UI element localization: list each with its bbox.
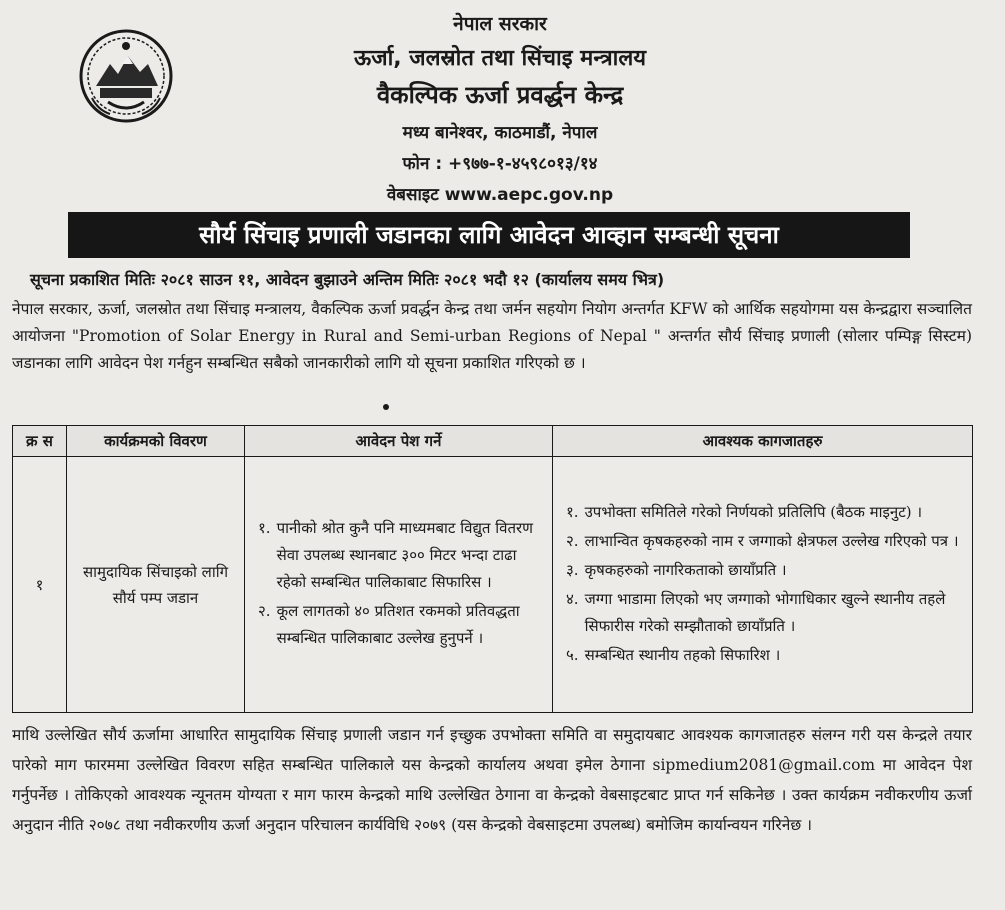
office-website: वेबसाइट www.aepc.gov.np xyxy=(386,185,614,205)
list-item xyxy=(566,586,959,640)
header-sn: क्र स xyxy=(13,426,67,457)
header-program: कार्यक्रमको विवरण xyxy=(67,426,245,457)
list-item xyxy=(258,515,539,596)
list-item-text: सम्बन्धित स्थानीय तहको सिफारिश । xyxy=(584,645,781,664)
list-item-text: उपभोक्ता समितिले गरेको निर्णयको प्रतिलिपि (बैठक माइनुट) । xyxy=(584,502,923,521)
list-item-number: १. xyxy=(566,502,579,521)
list-item xyxy=(566,499,959,526)
row-submit-cell xyxy=(245,457,553,713)
notice-title-banner: सौर्य सिंचाइ प्रणाली जडानका लागि आवेदन आव्हान सम्बन्धी सूचना xyxy=(68,212,910,258)
submit-list xyxy=(246,515,551,652)
header-submit: आवेदन पेश गर्ने xyxy=(245,426,553,457)
office-address: मध्य बानेश्वर, काठमाडौं, नेपाल xyxy=(402,123,598,143)
nepal-government-emblem-icon xyxy=(78,28,174,124)
list-item-number: १. xyxy=(258,519,271,537)
list-item xyxy=(258,598,539,652)
list-item-text: कृषकहरुको नागरिकताको छायाँप्रति । xyxy=(584,560,787,579)
list-item-text: लाभान्वित कृषकहरुको नाम र जग्गाको क्षेत्रफल उल्लेख गरिएको पत्र । xyxy=(584,531,959,550)
list-item xyxy=(566,528,959,555)
requirements-table xyxy=(12,425,973,713)
ministry-name: ऊर्जा, जलस्रोत तथा सिंचाइ मन्त्रालय xyxy=(353,46,647,71)
list-item-text: कूल लागतको ४० प्रतिशत रकमको प्रतिवद्धता सम्बन्धित पालिकाबाट उल्लेख हुनुपर्ने । xyxy=(276,602,520,647)
list-item-text: जग्गा भाडामा लिएको भए जग्गाको भोगाधिकार खुल्ने स्थानीय तहले सिफारीस गरेको सम्झौताको छायाँप्रति । xyxy=(584,589,946,635)
table-header-row xyxy=(13,426,973,457)
documents-list xyxy=(554,499,971,669)
row-sn: १ xyxy=(13,457,67,713)
footer-paragraph: माथि उल्लेखित सौर्य ऊर्जामा आधारित सामुदायिक सिंचाइ प्रणाली जडान गर्न इच्छुक उपभोक्ता समिति वा समुदायबाट आवश्यक कागजातहरु संलग्न गरी यस केन्द्रले तयार पारेको माग फारममा उल्लेखित विवरण सहित सम्बन्धित पालिकाले यस केन्द्रको कार्यालय अथवा इमेल ठेगाना sipmedium2081@gmail.com मा आवेदन पेश गर्नुपर्नेछ । तोकिएको आवश्यक न्यूनतम योग्यता र माग फारम केन्द्रको माथि उल्लेखित ठेगाना वा केन्द्रको वेबसाइटबाट प्राप्त गर्न सकिनेछ । उक्त कार्यक्रम नवीकरणीय ऊर्जा अनुदान नीति २०७८ तथा नवीकरणीय ऊर्जा अनुदान परिचालन कार्यविधि २०७९ (यस केन्द्रको वेबसाइटमा उपलब्ध) बमोजिम कार्यान्वयन गरिनेछ । xyxy=(12,726,972,834)
notice-header xyxy=(220,8,780,205)
row-documents-cell xyxy=(553,457,973,713)
list-item-number: ३. xyxy=(566,560,579,579)
list-item xyxy=(566,557,959,584)
list-item xyxy=(566,642,959,669)
print-speck xyxy=(383,404,389,410)
office-phone: फोन : +९७७-१-४५९८०१३/१४ xyxy=(402,154,598,174)
list-item-number: ४. xyxy=(566,589,579,608)
header-documents: आवश्यक कागजातहरु xyxy=(553,426,973,457)
row-program: सामुदायिक सिंचाइको लागि सौर्य पम्प जडान xyxy=(67,457,245,713)
table-row xyxy=(13,457,973,713)
list-item-number: २. xyxy=(566,531,579,550)
list-item-text: पानीको श्रोत कुनै पनि माध्यमबाट विद्युत वितरण सेवा उपलब्ध स्थानबाट ३०० मिटर भन्दा टाढा रहेको सम्बन्धित पालिकाबाट सिफारिस । xyxy=(276,519,533,591)
notice-dates: सूचना प्रकाशित मितिः २०८१ साउन ११, आवेदन बुझाउने अन्तिम मितिः २०८१ भदौ १२ (कार्यालय समय भित्र) xyxy=(30,270,665,289)
list-item-number: ५. xyxy=(566,645,579,664)
list-item-number: २. xyxy=(258,602,271,620)
intro-paragraph: नेपाल सरकार, ऊर्जा, जलस्रोत तथा सिंचाइ मन्त्रालय, वैकल्पिक ऊर्जा प्रवर्द्धन केन्द्र तथा जर्मन सहयोग नियोग अन्तर्गत KFW को आर्थिक सहयोगमा यस केन्द्रद्वारा सञ्चालित आयोजना "Promotion of Solar Energy in Rural and Semi-urban Regions of Nepal " अन्तर्गत सौर्य सिंचाइ प्रणाली (सोलार पम्पिङ्ग सिस्टम) जडानका लागि आवेदन पेश गर्नहुन सम्बन्धित सबैको जानकारीको लागि यो सूचना प्रकाशित गरिएको छ । xyxy=(12,300,972,372)
center-name: वैकल्पिक ऊर्जा प्रवर्द्धन केन्द्र xyxy=(376,81,624,109)
government-name: नेपाल सरकार xyxy=(453,13,547,35)
